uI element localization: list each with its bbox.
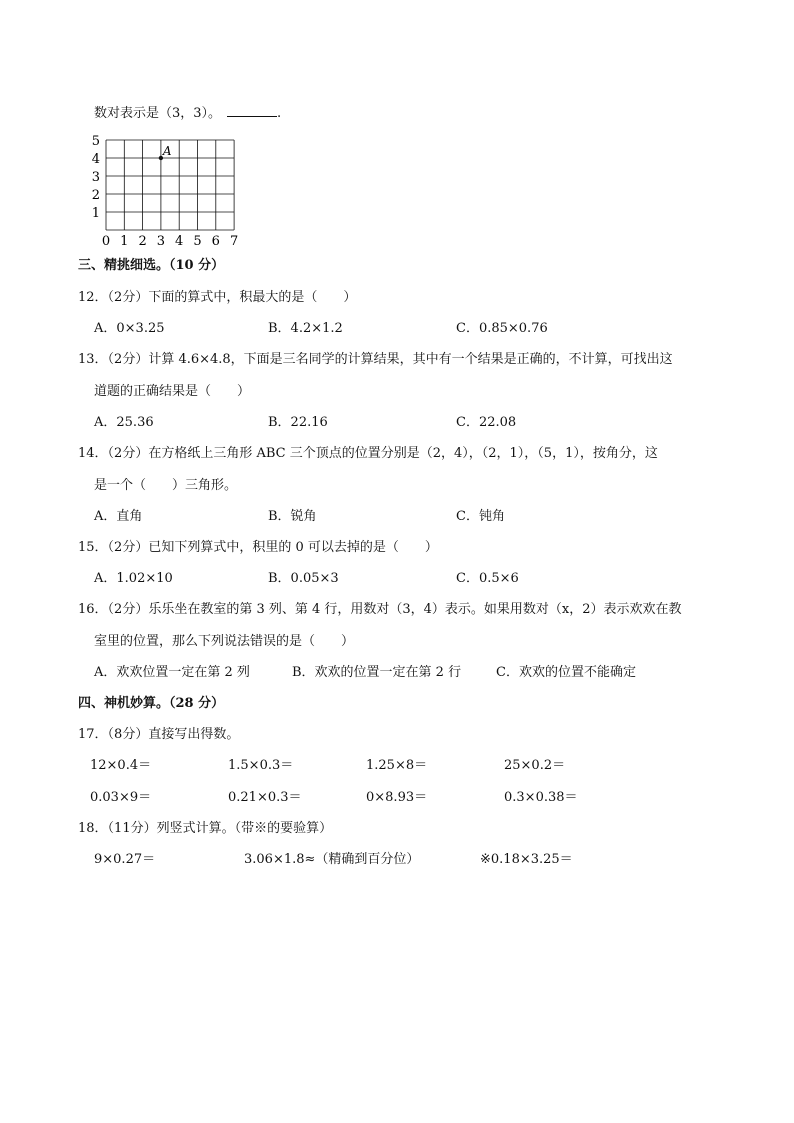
q16-option-b[interactable]: B．欢欢的位置一定在第 2 行 — [292, 665, 462, 680]
q16-option-c[interactable]: C．欢欢的位置不能确定 — [496, 665, 636, 680]
point-a-label: A — [162, 144, 172, 158]
y-axis-tick-label: 1 — [91, 206, 100, 221]
q14-option-c[interactable]: C．钝角 — [456, 509, 505, 524]
q17-stem: 17．（8分）直接写出得数。 — [78, 727, 240, 742]
q11-tail-end: . — [277, 106, 282, 121]
q17-item: 12×0.4＝ — [90, 758, 152, 773]
q18-item: ※0.18×3.25＝ — [480, 852, 573, 867]
x-axis-tick-label: 2 — [138, 234, 147, 248]
q12-option-a[interactable]: A．0×3.25 — [94, 321, 165, 336]
q17-item: 0.21×0.3＝ — [228, 790, 302, 805]
q15-option-c[interactable]: C．0.5×6 — [456, 571, 519, 586]
q18-stem: 18．（11分）列竖式计算。（带※的要验算） — [78, 821, 333, 836]
x-axis-tick-label: 5 — [193, 234, 202, 248]
q12-option-b[interactable]: B．4.2×1.2 — [268, 321, 343, 336]
q12-stem: 12．（2分）下面的算式中，积最大的是（ ） — [78, 290, 357, 305]
q13-stem-line1: 13．（2分）计算 4.6×4.8，下面是三名同学的计算结果，其中有一个结果是正确的，不计算，可找出这 — [78, 352, 673, 367]
q17-item: 25×0.2＝ — [504, 758, 566, 773]
q13-stem-line2: 道题的正确结果是（ ） — [94, 384, 251, 399]
section-3-title: 三、精挑细选。（10 分） — [78, 258, 225, 273]
q18-item: 3.06×1.8≈（精确到百分位） — [244, 852, 420, 867]
x-axis-tick-label: 4 — [175, 234, 184, 248]
q13-option-b[interactable]: B．22.16 — [268, 415, 328, 430]
q14-stem-line1: 14．（2分）在方格纸上三角形 ABC 三个顶点的位置分别是（2，4），（2，1），（5，1），按角分，这 — [78, 446, 658, 461]
q11-tail — [94, 104, 281, 122]
q15-option-b[interactable]: B．0.05×3 — [268, 571, 339, 586]
q16-stem-line1: 16．（2分）乐乐坐在教室的第 3 列、第 4 行，用数对（3，4）表示。如果用数对（x，2）表示欢欢在教 — [78, 602, 682, 617]
q11-tail-text: 数对表示是（3，3）。 — [94, 106, 222, 121]
q16-stem-line2: 室里的位置，那么下列说法错误的是（ ） — [94, 634, 355, 649]
q17-item: 1.5×0.3＝ — [228, 758, 294, 773]
x-axis-tick-label: 0 — [101, 234, 111, 248]
x-axis-tick-label: 1 — [120, 234, 129, 248]
q17-item: 0×8.93＝ — [366, 790, 428, 805]
q15-option-a[interactable]: A．1.02×10 — [94, 571, 173, 586]
y-axis-tick-label: 3 — [91, 170, 100, 185]
x-axis-tick-label: 7 — [229, 234, 239, 248]
q17-item: 0.03×9＝ — [90, 790, 152, 805]
q16-option-a[interactable]: A．欢欢位置一定在第 2 列 — [94, 665, 250, 680]
q14-option-b[interactable]: B．锐角 — [268, 509, 317, 524]
q13-option-c[interactable]: C．22.08 — [456, 415, 517, 430]
section-4-title: 四、神机妙算。（28 分） — [78, 696, 225, 711]
y-axis-tick-label: 5 — [91, 134, 100, 149]
x-axis-tick-label: 3 — [156, 234, 166, 248]
y-axis-tick-label: 2 — [91, 188, 100, 203]
q18-item: 9×0.27＝ — [94, 852, 156, 867]
x-axis-tick-label: 6 — [211, 234, 220, 248]
coordinate-grid — [88, 128, 248, 248]
answer-blank[interactable] — [227, 104, 277, 117]
q12-option-c[interactable]: C．0.85×0.76 — [456, 321, 548, 336]
q15-stem: 15．（2分）已知下列算式中，积里的 0 可以去掉的是（ ） — [78, 540, 438, 555]
y-axis-tick-label: 4 — [91, 152, 100, 167]
q13-option-a[interactable]: A．25.36 — [94, 415, 154, 430]
q17-item: 1.25×8＝ — [366, 758, 428, 773]
q14-option-a[interactable]: A．直角 — [94, 509, 143, 524]
q17-item: 0.3×0.38＝ — [504, 790, 578, 805]
q14-stem-line2: 是一个（ ）三角形。 — [94, 478, 238, 493]
